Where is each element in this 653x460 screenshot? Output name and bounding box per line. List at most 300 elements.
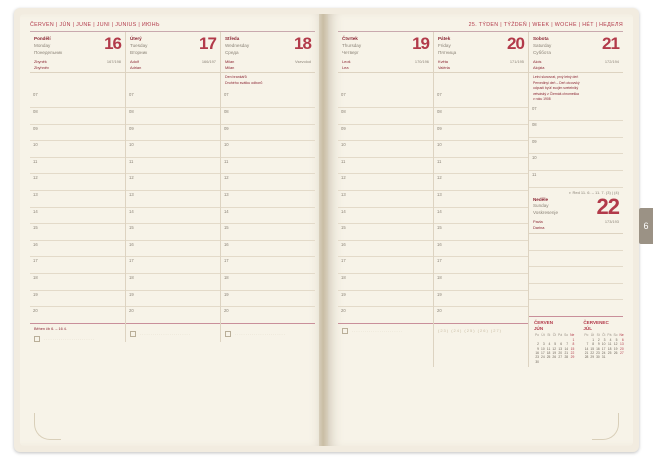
hour-label: 19: [128, 291, 134, 297]
day-number: 21: [602, 34, 619, 53]
day-name-en: Friday: [437, 42, 451, 48]
day-column-tuesday[interactable]: [125, 32, 220, 342]
day-name-en: Monday: [34, 42, 51, 48]
hour-row[interactable]: [30, 257, 125, 274]
checkbox-row[interactable]: [30, 332, 125, 342]
day-cell[interactable]: 1: [592, 337, 595, 342]
day-number: 20: [507, 34, 524, 53]
hour-row[interactable]: [126, 108, 220, 125]
day-cell[interactable]: 31: [601, 355, 606, 360]
mini-calendar-title: ČERVENEC JÚL: [583, 319, 609, 332]
day-cell[interactable]: 2: [597, 337, 600, 342]
day-cell[interactable]: 25: [546, 355, 551, 360]
dotted-line: ........................: [235, 330, 286, 336]
day-cell[interactable]: 27: [558, 355, 563, 360]
hour-label: 08: [531, 122, 537, 128]
hour-label: 15: [436, 225, 442, 231]
day-note: [338, 73, 433, 91]
day-note: Den brankářů Druhého svátku odborů: [224, 75, 263, 86]
hour-row[interactable]: [126, 291, 220, 308]
hour-row[interactable]: [30, 274, 125, 291]
hour-row[interactable]: [221, 141, 315, 158]
hour-label: 12: [341, 175, 346, 181]
day-name-en: Thursday: [342, 42, 362, 48]
mini-calendar-table: [534, 333, 575, 364]
checkbox-row[interactable]: [338, 324, 433, 334]
day-note: [434, 73, 528, 91]
hour-row[interactable]: [30, 174, 125, 191]
hour-label: 09: [341, 125, 346, 131]
hour-row[interactable]: [338, 274, 433, 291]
weekday: Čt: [552, 333, 557, 338]
day-cell[interactable]: 26: [613, 351, 618, 356]
day-cell[interactable]: 9: [597, 342, 600, 347]
hour-row[interactable]: [30, 108, 125, 125]
hour-label: 10: [341, 142, 346, 148]
hour-row[interactable]: [30, 91, 125, 108]
day-note: [126, 73, 220, 91]
hour-list: [221, 91, 315, 323]
hour-row[interactable]: [529, 171, 623, 188]
hour-row[interactable]: [529, 154, 623, 171]
hour-label: 10: [436, 142, 442, 148]
hour-label: 09: [33, 125, 38, 131]
daycount: 166/197: [201, 58, 216, 64]
day-cell[interactable]: [569, 360, 575, 364]
hour-row[interactable]: [221, 158, 315, 175]
day-cell[interactable]: 20: [558, 351, 563, 356]
day-column-monday[interactable]: [30, 32, 125, 342]
day-cell[interactable]: 25: [607, 351, 612, 356]
day-cell[interactable]: 5: [554, 342, 557, 347]
hour-label: 11: [341, 158, 346, 164]
hour-row[interactable]: [221, 108, 315, 125]
hour-label: 07: [341, 92, 346, 98]
hour-list: [529, 105, 623, 188]
day-cell[interactable]: 7: [566, 342, 569, 347]
day-cell[interactable]: 8: [592, 342, 595, 347]
day-cell[interactable]: 16: [596, 346, 600, 351]
hour-label: 16: [128, 241, 134, 247]
hour-row[interactable]: [30, 307, 125, 324]
hour-label: 11: [531, 171, 537, 177]
hour-label: 07: [436, 92, 442, 98]
day-cell[interactable]: 28: [584, 355, 589, 360]
hour-row[interactable]: [529, 121, 623, 138]
hour-row[interactable]: [529, 251, 623, 268]
hour-row[interactable]: [126, 307, 220, 324]
checkbox-icon[interactable]: [34, 336, 40, 342]
day-column-weekend[interactable]: [528, 32, 623, 367]
hour-label: 10: [531, 155, 537, 161]
hour-row[interactable]: [434, 158, 528, 175]
day-name-ru: Понедельник: [34, 49, 63, 55]
day-name-cs: Sobota: [532, 36, 549, 41]
hour-row[interactable]: [221, 241, 315, 258]
hour-label: 07: [531, 105, 537, 111]
day-name-cs: Pátek: [437, 36, 451, 41]
hour-row[interactable]: [126, 91, 220, 108]
hour-row[interactable]: [30, 241, 125, 258]
weekday: St: [596, 333, 600, 338]
hour-row[interactable]: [338, 174, 433, 191]
hour-row[interactable]: [126, 174, 220, 191]
day-cell[interactable]: 7: [586, 342, 589, 347]
hour-label: 17: [223, 258, 229, 264]
hour-label: 20: [223, 308, 229, 314]
hour-label: 17: [33, 258, 38, 264]
hour-row[interactable]: [338, 108, 433, 125]
hour-label: 16: [436, 241, 442, 247]
day-cell[interactable]: 6: [560, 342, 563, 347]
hour-label: 16: [223, 241, 229, 247]
hour-row[interactable]: [529, 234, 623, 251]
hour-label: 19: [436, 291, 442, 297]
day-name-cs: Čtvrtek: [342, 36, 358, 41]
hour-row[interactable]: [30, 158, 125, 175]
hour-label: 09: [128, 125, 134, 131]
hour-row[interactable]: [529, 300, 623, 317]
sunday-name-ru: Voskresenje: [532, 210, 558, 216]
day-cell[interactable]: 2: [537, 342, 540, 347]
day-cell[interactable]: 11: [608, 342, 612, 347]
day-cell[interactable]: 19: [552, 351, 557, 356]
footnote-dots: (23) (24) (25) (26) (27): [437, 327, 502, 333]
day-name-cs: Středa: [224, 36, 240, 41]
day-cell[interactable]: 4: [548, 342, 551, 347]
hour-row[interactable]: [30, 191, 125, 208]
hour-label: 14: [341, 208, 346, 214]
weekday: Út: [541, 333, 545, 338]
hour-row[interactable]: [221, 257, 315, 274]
hour-row[interactable]: [338, 307, 433, 324]
day-cell[interactable]: 17: [601, 346, 606, 351]
day-column-friday[interactable]: [433, 32, 528, 367]
hour-label: 07: [128, 92, 134, 98]
day-cell[interactable]: 30: [535, 359, 540, 364]
hour-label: 08: [33, 108, 38, 114]
hour-row[interactable]: [30, 125, 125, 142]
hour-label: 14: [128, 208, 134, 214]
hour-row[interactable]: [30, 224, 125, 241]
moon-note-right: (3) | (4): [605, 189, 619, 195]
hour-row[interactable]: [221, 208, 315, 225]
hour-row[interactable]: [434, 208, 528, 225]
day-cell[interactable]: 3: [542, 342, 545, 347]
hour-row[interactable]: [221, 191, 315, 208]
day-name-en: Tuesday: [129, 42, 148, 48]
hour-label: 13: [223, 191, 229, 197]
hour-row[interactable]: [434, 307, 528, 324]
weekday: Po: [534, 333, 540, 338]
moon-icon: ◗: [568, 189, 572, 195]
daycount: 170/196: [414, 58, 429, 64]
book-spine: [319, 14, 328, 446]
day-cell[interactable]: 29: [570, 355, 575, 360]
hour-label: 19: [341, 291, 346, 297]
hour-label: 11: [436, 158, 442, 164]
day-cell[interactable]: 5: [615, 337, 618, 342]
hour-row[interactable]: [338, 158, 433, 175]
checkbox-row[interactable]: [126, 327, 220, 337]
hour-row[interactable]: [126, 208, 220, 225]
hour-label: 12: [128, 175, 134, 181]
hour-list: [338, 91, 433, 323]
weekday: St: [547, 333, 551, 338]
hour-label: 08: [223, 108, 229, 114]
weekday: So: [564, 333, 569, 338]
hour-row[interactable]: [529, 284, 623, 301]
day-cell[interactable]: 12: [552, 346, 557, 351]
hour-label: 16: [33, 241, 38, 247]
sunday-name-en: Sunday: [532, 203, 549, 209]
day-note: [30, 73, 125, 91]
day-cell[interactable]: 10: [541, 346, 545, 351]
hour-label: 20: [341, 308, 346, 314]
hour-label: 20: [436, 308, 442, 314]
checkbox-icon[interactable]: [225, 331, 231, 337]
checkbox-icon[interactable]: [130, 331, 136, 337]
day-cell[interactable]: 29: [590, 355, 595, 360]
mini-calendar-july[interactable]: [583, 320, 624, 364]
day-number: 17: [199, 34, 216, 53]
weekday: Út: [590, 333, 595, 338]
day-cell[interactable]: 26: [552, 355, 557, 360]
day-cell[interactable]: 18: [607, 346, 612, 351]
hour-row[interactable]: [434, 191, 528, 208]
hour-list: [30, 91, 125, 323]
month-index-tab[interactable]: 6: [639, 208, 653, 244]
nameday-left: Alois Alojzia: [532, 58, 545, 70]
day-cell[interactable]: 23: [596, 351, 600, 356]
hour-row[interactable]: [338, 241, 433, 258]
day-name-ru: Среда: [224, 49, 239, 55]
day-number: 16: [104, 34, 121, 53]
hour-row[interactable]: [221, 174, 315, 191]
weekday: Ne: [619, 333, 624, 338]
day-cell[interactable]: 22: [590, 351, 595, 356]
hour-row[interactable]: [221, 307, 315, 324]
hour-row[interactable]: [338, 224, 433, 241]
day-cell[interactable]: [619, 355, 625, 359]
day-cell[interactable]: 13: [558, 346, 563, 351]
hour-label: 19: [223, 291, 229, 297]
hour-row[interactable]: [434, 174, 528, 191]
hour-label: 12: [436, 175, 442, 181]
hour-row[interactable]: [434, 224, 528, 241]
dotted-line: ........................: [352, 327, 403, 333]
hour-label: 14: [223, 208, 229, 214]
day-name-en: Saturday: [532, 42, 552, 48]
day-cell[interactable]: 14: [564, 346, 569, 351]
day-name-cs: Pondělí: [34, 36, 51, 41]
hour-label: 15: [33, 225, 38, 231]
hour-row[interactable]: [434, 108, 528, 125]
day-cell[interactable]: 19: [613, 346, 618, 351]
day-cell[interactable]: 15: [570, 346, 575, 351]
hour-label: 20: [33, 308, 38, 314]
hour-label: 11: [33, 158, 38, 164]
hour-label: 12: [33, 175, 38, 181]
hour-label: 18: [223, 274, 229, 280]
day-cell[interactable]: 30: [596, 355, 600, 360]
hour-row[interactable]: [434, 141, 528, 158]
hour-row[interactable]: [434, 257, 528, 274]
day-name-ru: Вторник: [129, 49, 148, 55]
hour-label: 13: [33, 191, 38, 197]
hour-label: 10: [223, 142, 229, 148]
day-cell[interactable]: 24: [601, 351, 606, 356]
day-cell[interactable]: 14: [584, 346, 589, 351]
hour-label: 09: [531, 138, 537, 144]
sunday-daycount: 173/193: [604, 219, 619, 225]
nameday-left: Leoš Lea: [342, 58, 351, 70]
hour-row[interactable]: [30, 291, 125, 308]
left-page-header: ČERVEN | JÚN | JUNE | JUNI | JUNIUS | ИЮНЬ: [30, 22, 315, 32]
hour-row[interactable]: [338, 257, 433, 274]
hour-label: 08: [341, 108, 346, 114]
hour-label: 17: [436, 258, 442, 264]
hour-label: 18: [341, 274, 346, 280]
hour-row[interactable]: [338, 208, 433, 225]
hour-row[interactable]: [529, 267, 623, 284]
weekday: So: [613, 333, 618, 338]
hour-row[interactable]: [434, 241, 528, 258]
hour-row[interactable]: [221, 224, 315, 241]
day-cell[interactable]: 20: [620, 346, 624, 351]
hour-label: 14: [436, 208, 442, 214]
day-cell[interactable]: 27: [620, 351, 624, 356]
right-page-header: 25. TÝDEN | TÝŽDEŇ | WEEK | WOCHE | HÉT | НЕДЕЛЯ: [338, 22, 623, 32]
hour-row[interactable]: [126, 191, 220, 208]
day-cell[interactable]: 21: [564, 351, 569, 356]
day-cell[interactable]: 10: [601, 342, 606, 347]
checkbox-row[interactable]: [221, 327, 315, 337]
hour-list: [126, 91, 220, 323]
weekday: Čt: [602, 333, 606, 338]
left-page: [20, 14, 325, 446]
day-name-ru: Четверг: [342, 49, 359, 55]
sunday-number: 22: [596, 193, 619, 219]
daycount: Vsevolod: [294, 58, 311, 64]
hour-row[interactable]: [221, 274, 315, 291]
day-name-cs: Úterý: [129, 36, 142, 41]
day-cell[interactable]: 22: [570, 351, 575, 356]
mini-calendar-june[interactable]: [534, 320, 575, 364]
day-cell[interactable]: 21: [584, 351, 589, 356]
day-cell[interactable]: 3: [603, 337, 606, 342]
day-number: 19: [412, 34, 429, 53]
hour-row[interactable]: [126, 274, 220, 291]
left-footnote: Běhen čb 6. – 16 4.: [34, 326, 67, 331]
hour-label: 18: [33, 274, 38, 280]
hour-list: [434, 91, 528, 323]
hour-row[interactable]: [126, 125, 220, 142]
hour-label: 07: [33, 92, 38, 98]
hour-list-sunday: [529, 234, 623, 317]
hour-label: 15: [223, 225, 229, 231]
day-cell[interactable]: 24: [541, 355, 545, 360]
left-day-columns: [30, 32, 315, 342]
day-cell[interactable]: 6: [621, 337, 624, 342]
day-cell[interactable]: 8: [572, 342, 575, 347]
day-cell[interactable]: 16: [535, 351, 540, 356]
hour-row[interactable]: [126, 158, 220, 175]
hour-label: 09: [436, 125, 442, 131]
weekday: Ne: [570, 333, 575, 338]
hour-row[interactable]: [529, 105, 623, 122]
hour-label: 19: [33, 291, 38, 297]
day-cell[interactable]: 11: [546, 346, 551, 351]
hour-row[interactable]: [30, 208, 125, 225]
saturday-note: Letní slunovrat, prvý letný deň Pervedlnyi deň – Deň otcovský odpustí byúť svojim svetelniký vetváský z Čiernáš chromeška v roku 1908: [532, 75, 580, 102]
weekday: Pá: [607, 333, 612, 338]
day-cell[interactable]: 1: [572, 337, 575, 342]
day-column-wednesday[interactable]: [220, 32, 315, 342]
day-cell[interactable]: 28: [564, 355, 569, 360]
daycount: 172/194: [604, 58, 619, 64]
hour-row[interactable]: [434, 291, 528, 308]
day-cell[interactable]: 9: [537, 346, 540, 351]
hour-row[interactable]: [126, 224, 220, 241]
sunday-name-cs: Neděle: [532, 196, 549, 202]
moon-note-text: Red 11. 6. – 11. 7.: [572, 189, 605, 195]
hour-row[interactable]: [221, 291, 315, 308]
hour-row[interactable]: [434, 91, 528, 108]
hour-row[interactable]: [529, 138, 623, 155]
day-cell[interactable]: 13: [620, 342, 624, 347]
hour-label: 11: [223, 158, 229, 164]
mini-calendar-table: [583, 333, 624, 360]
hour-label: 18: [128, 274, 134, 280]
hour-row[interactable]: [221, 125, 315, 142]
hour-row[interactable]: [221, 91, 315, 108]
day-cell[interactable]: 17: [541, 351, 545, 356]
checkbox-icon[interactable]: [342, 328, 348, 334]
hour-row[interactable]: [338, 91, 433, 108]
day-cell[interactable]: 4: [609, 337, 612, 342]
hour-label: 10: [128, 142, 134, 148]
day-column-thursday[interactable]: [338, 32, 433, 367]
dotted-line: ........................: [140, 330, 191, 336]
daycount: 167/198: [106, 58, 121, 64]
day-name-en: Wednesday: [224, 42, 250, 48]
day-cell[interactable]: 18: [546, 351, 551, 356]
hour-row[interactable]: [126, 257, 220, 274]
weekday: Pá: [558, 333, 563, 338]
hour-row[interactable]: [338, 141, 433, 158]
day-name-ru: Суббота: [532, 49, 551, 55]
right-day-columns: [338, 32, 623, 367]
mini-calendars: [529, 317, 623, 367]
hour-row[interactable]: [30, 141, 125, 158]
right-page: [328, 14, 633, 446]
hour-row[interactable]: [338, 291, 433, 308]
nameday-left: Květa Valéria: [437, 58, 450, 70]
hour-row[interactable]: [338, 125, 433, 142]
day-cell[interactable]: 23: [535, 355, 540, 360]
hour-row[interactable]: [126, 141, 220, 158]
hour-row[interactable]: [434, 274, 528, 291]
daycount: 171/195: [509, 58, 524, 64]
day-cell[interactable]: 12: [613, 342, 618, 347]
day-name-ru: Пятница: [437, 49, 457, 55]
day-cell[interactable]: 15: [590, 346, 595, 351]
hour-row[interactable]: [338, 191, 433, 208]
hour-row[interactable]: [434, 125, 528, 142]
hour-row[interactable]: [126, 241, 220, 258]
nameday-left: Adolf Adrian: [129, 58, 142, 70]
